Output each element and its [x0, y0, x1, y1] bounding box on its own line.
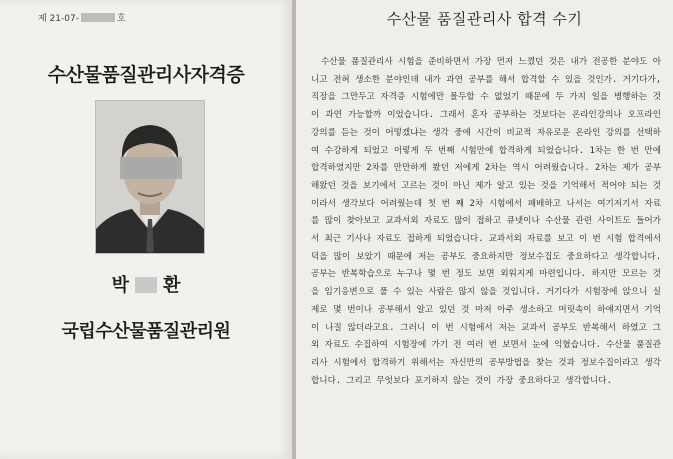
- holder-photo: [95, 100, 205, 254]
- certificate-number-suffix: 호: [116, 14, 126, 24]
- certificate-issuer: 국립수산물품질관리원: [61, 321, 231, 342]
- essay-body: 수산물 품질관리사 시험을 준비하면서 가장 먼저 느꼈던 것은 내가 전공한 분야도 아니고 전혀 생소한 분야인데 내가 과연 공부를 해서 합격할 수 있을 것인가. 거기다가, 직장을 그만두고 자격증 시험에만 몰두할 수 없었기 때문에 두 가지 일을 병행하는 것이 과연 가능할까 이었습니다. 그래서 혼자 공부하는 것보다는 온라인강의나 오프라인강의를 듣는 것이 어떻겠냐는 생각 중에 시간이 비교적 자유로운 온라인 강의를 선택하여 수강하게 되었고 이렇게 두 번째 시험만에 합격하게 되었습니다. 1차는 한 번 만에 합격하였지만 2차를 만만하게 봤던 저에게 2차는 역시 어려웠습니다. 2차는 제가 공부해왔던 것을 보기에서 고르는 것이 아닌 제가 알고 있는 것을 기억해서 적어야 되는 것이라서 생각보다 어려웠는데 첫 번 째 2차 시험에서 패배하고 나서는 여기저기서 자료를 많이 찾아보고 교과서외 자료도 많이 접하고 큐넷이나 수산물 관련 사이트도 들어가서 최근 기사나 자료도 접하게 되었습니다. 교과서외 자료를 보고 이 번 시험 합격에서 덕을 많이 보았기 때문에 저는 공부도 중요하지만 정보수집도 중요하다고 생각합니다. 공부는 반복학습으로 누구나 몇 번 정도 보면 외워지게 마련입니다. 하지만 모르는 것을 임기응변으로 풀 수 있는 사람은 많지 않을 것입니다. 거기다가 시험장에 앉으니 실제로 몇 번이나 공부해서 알고 있던 것 마저 아주 생소하고 머릿속이 하얘지면서 기억이 나질 않더라고요. 그러니 이 번 시험에서 저는 교과서 공부도 반복해서 하였고 그 외 자료도 수집하여 시험장에 가기 전 여러 번 보면서 눈에 익혔습니다. 수산물 품질관리사 시험에서 합격하기 위해서는 자신만의 공부방법을 찾는 것과 정보수집이라고 생각합니다. 그리고 무엇보다 포기하지 않는 것이 가장 중요하다고 생각합니다.: [311, 57, 661, 386]
- certificate-number-prefix: 제 21-07-: [38, 14, 79, 24]
- redacted-number: [81, 13, 115, 22]
- holder-name: [0, 271, 292, 297]
- certificate-number: [38, 11, 126, 24]
- certificate-title: 수산물품질관리사자격증: [47, 64, 245, 86]
- person-photo-icon: [96, 101, 204, 253]
- holder-name-last: 환: [163, 275, 181, 296]
- holder-name-first: 박: [111, 275, 129, 296]
- essay-title: 수산물 품질관리사 합격 수기: [386, 10, 583, 28]
- redacted-name: [135, 277, 157, 293]
